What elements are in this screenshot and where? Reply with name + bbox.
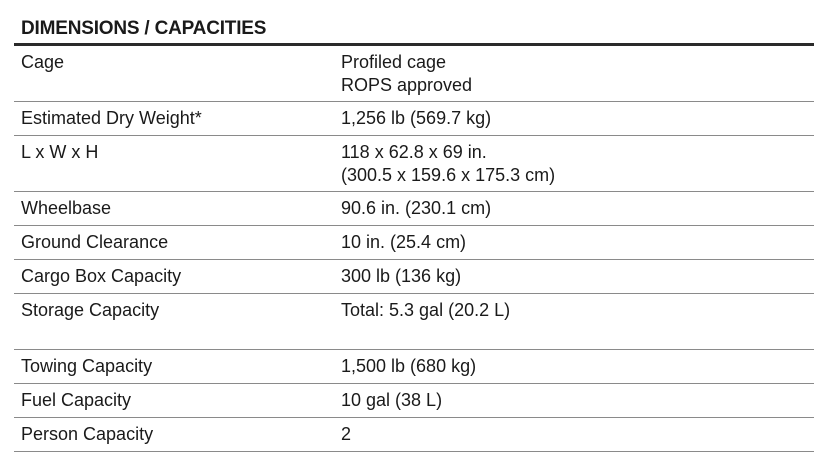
value-line: 2 — [341, 424, 352, 444]
table-row — [14, 260, 814, 294]
value-line: 90.6 in. (230.1 cm) — [341, 198, 492, 218]
row-label: Person Capacity — [21, 424, 154, 444]
row-label: Cage — [21, 52, 65, 72]
value-line: 300 lb (136 kg) — [341, 266, 462, 286]
table-row — [14, 384, 814, 418]
row-value — [341, 107, 814, 135]
table-title: DIMENSIONS / CAPACITIES — [14, 15, 814, 46]
value-line: 10 in. (25.4 cm) — [341, 232, 467, 252]
row-value — [341, 197, 814, 225]
row-label: Fuel Capacity — [21, 390, 132, 410]
table-row — [14, 350, 814, 384]
row-value — [341, 141, 814, 191]
table-row — [14, 294, 814, 350]
table-row — [14, 226, 814, 260]
value-line: 10 gal (38 L) — [341, 390, 443, 410]
row-label: Towing Capacity — [21, 356, 153, 376]
row-label: L x W x H — [21, 142, 99, 162]
row-value — [341, 51, 814, 101]
row-label: Wheelbase — [21, 198, 112, 218]
value-line: (300.5 x 159.6 x 175.3 cm) — [341, 165, 556, 185]
value-line: 1,500 lb (680 kg) — [341, 356, 477, 376]
table-row — [14, 46, 814, 102]
value-line: Total: 5.3 gal (20.2 L) — [341, 300, 511, 320]
row-value — [341, 231, 814, 259]
row-value — [341, 389, 814, 417]
table-row — [14, 418, 814, 452]
value-line: 1,256 lb (569.7 kg) — [341, 108, 492, 128]
value-line: 118 x 62.8 x 69 in. — [341, 142, 487, 162]
row-label: Cargo Box Capacity — [21, 266, 182, 286]
row-value — [341, 265, 814, 293]
row-label: Estimated Dry Weight* — [21, 108, 202, 128]
table-row — [14, 136, 814, 192]
value-line: ROPS approved — [341, 75, 473, 95]
value-line: Profiled cage — [341, 52, 447, 72]
table-row — [14, 192, 814, 226]
row-value — [341, 355, 814, 383]
row-label: Storage Capacity — [21, 300, 160, 320]
row-label: Ground Clearance — [21, 232, 169, 252]
spec-table — [14, 15, 814, 452]
table-row — [14, 102, 814, 136]
row-value — [341, 299, 814, 349]
row-value — [341, 423, 814, 451]
